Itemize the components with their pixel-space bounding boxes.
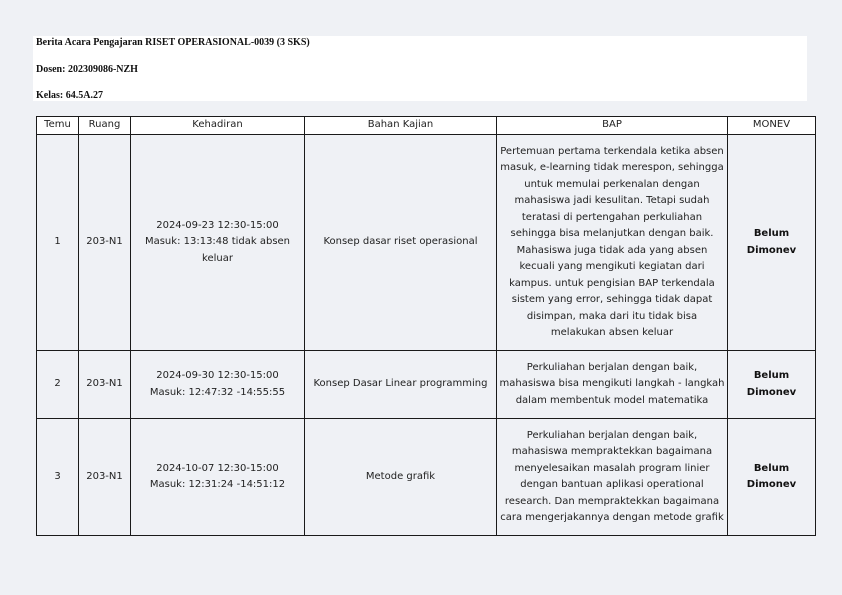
column-header-bap: BAP xyxy=(497,117,728,135)
table-row xyxy=(37,351,816,419)
cell-jadwal: 2024-10-07 12:30-15:00 xyxy=(156,462,279,474)
cell-masuk: Masuk: 12:47:32 -14:55:55 xyxy=(149,386,286,398)
cell-temu: 3 xyxy=(37,419,79,536)
cell-kehadiran xyxy=(131,135,305,351)
cell-bap: Perkuliahan berjalan dengan baik, mahasiswa mempraktekkan bagaimana menyelesaikan masalah program linier dengan bantuan aplikasi operational research. Dan mempraktekkan bagaimana cara mengerjakannya dengan metode grafik xyxy=(497,419,728,536)
class-info: Kelas: 64.5A.27 xyxy=(36,90,103,101)
cell-jadwal: 2024-09-30 12:30-15:00 xyxy=(156,370,279,381)
cell-ruang: 203-N1 xyxy=(79,419,131,536)
lecturer-info: Dosen: 202309086-NZH xyxy=(36,64,138,75)
column-header-temu: Temu xyxy=(37,117,79,135)
cell-temu: 1 xyxy=(37,135,79,351)
cell-bap: Pertemuan pertama terkendala ketika absen masuk, e-learning tidak merespon, sehingga untuk memulai perkenalan dengan mahasiswa jadi kesulitan. Tetapi sudah teratasi di pertengahan perkuliahan sehingga bisa melanjutkan dengan baik. Mahasiswa juga tidak ada yang absen kecuali yang mengikuti kegiatan dari kampus. untuk pengisian BAP terkendala sistem yang error, sehingga tidak dapat disimpan, maka dari itu tidak bisa melakukan absen keluar xyxy=(497,135,728,351)
cell-bahan-kajian: Metode grafik xyxy=(305,419,497,536)
column-header-kehadiran: Kehadiran xyxy=(131,117,305,135)
column-header-ruang: Ruang xyxy=(79,117,131,135)
column-header-monev: MONEV xyxy=(728,117,816,135)
report-title: Berita Acara Pengajaran RISET OPERASIONAL-0039 (3 SKS) xyxy=(36,37,310,48)
cell-jadwal: 2024-09-23 12:30-15:00 xyxy=(156,219,279,231)
cell-bap: Perkuliahan berjalan dengan baik, mahasiswa bisa mengikuti langkah - langkah dalam membentuk model matematika xyxy=(497,351,728,419)
table-row xyxy=(37,419,816,536)
report-header xyxy=(33,36,807,101)
cell-ruang: 203-N1 xyxy=(79,351,131,419)
cell-monev: Belum Dimonev xyxy=(728,419,816,536)
cell-monev: Belum Dimonev xyxy=(728,135,816,351)
cell-monev: Belum Dimonev xyxy=(728,351,816,419)
table-row xyxy=(37,135,816,351)
table-header-row xyxy=(37,117,816,135)
cell-bahan-kajian: Konsep Dasar Linear programming xyxy=(305,351,497,419)
column-header-bahan-kajian: Bahan Kajian xyxy=(305,117,497,135)
cell-ruang: 203-N1 xyxy=(79,135,131,351)
cell-temu: 2 xyxy=(37,351,79,419)
cell-masuk: Masuk: 13:13:48 tidak absen keluar xyxy=(144,236,291,264)
cell-masuk: Masuk: 12:31:24 -14:51:12 xyxy=(149,479,286,490)
attendance-table xyxy=(36,116,816,536)
cell-kehadiran xyxy=(131,351,305,419)
cell-kehadiran xyxy=(131,419,305,536)
cell-bahan-kajian: Konsep dasar riset operasional xyxy=(305,135,497,351)
